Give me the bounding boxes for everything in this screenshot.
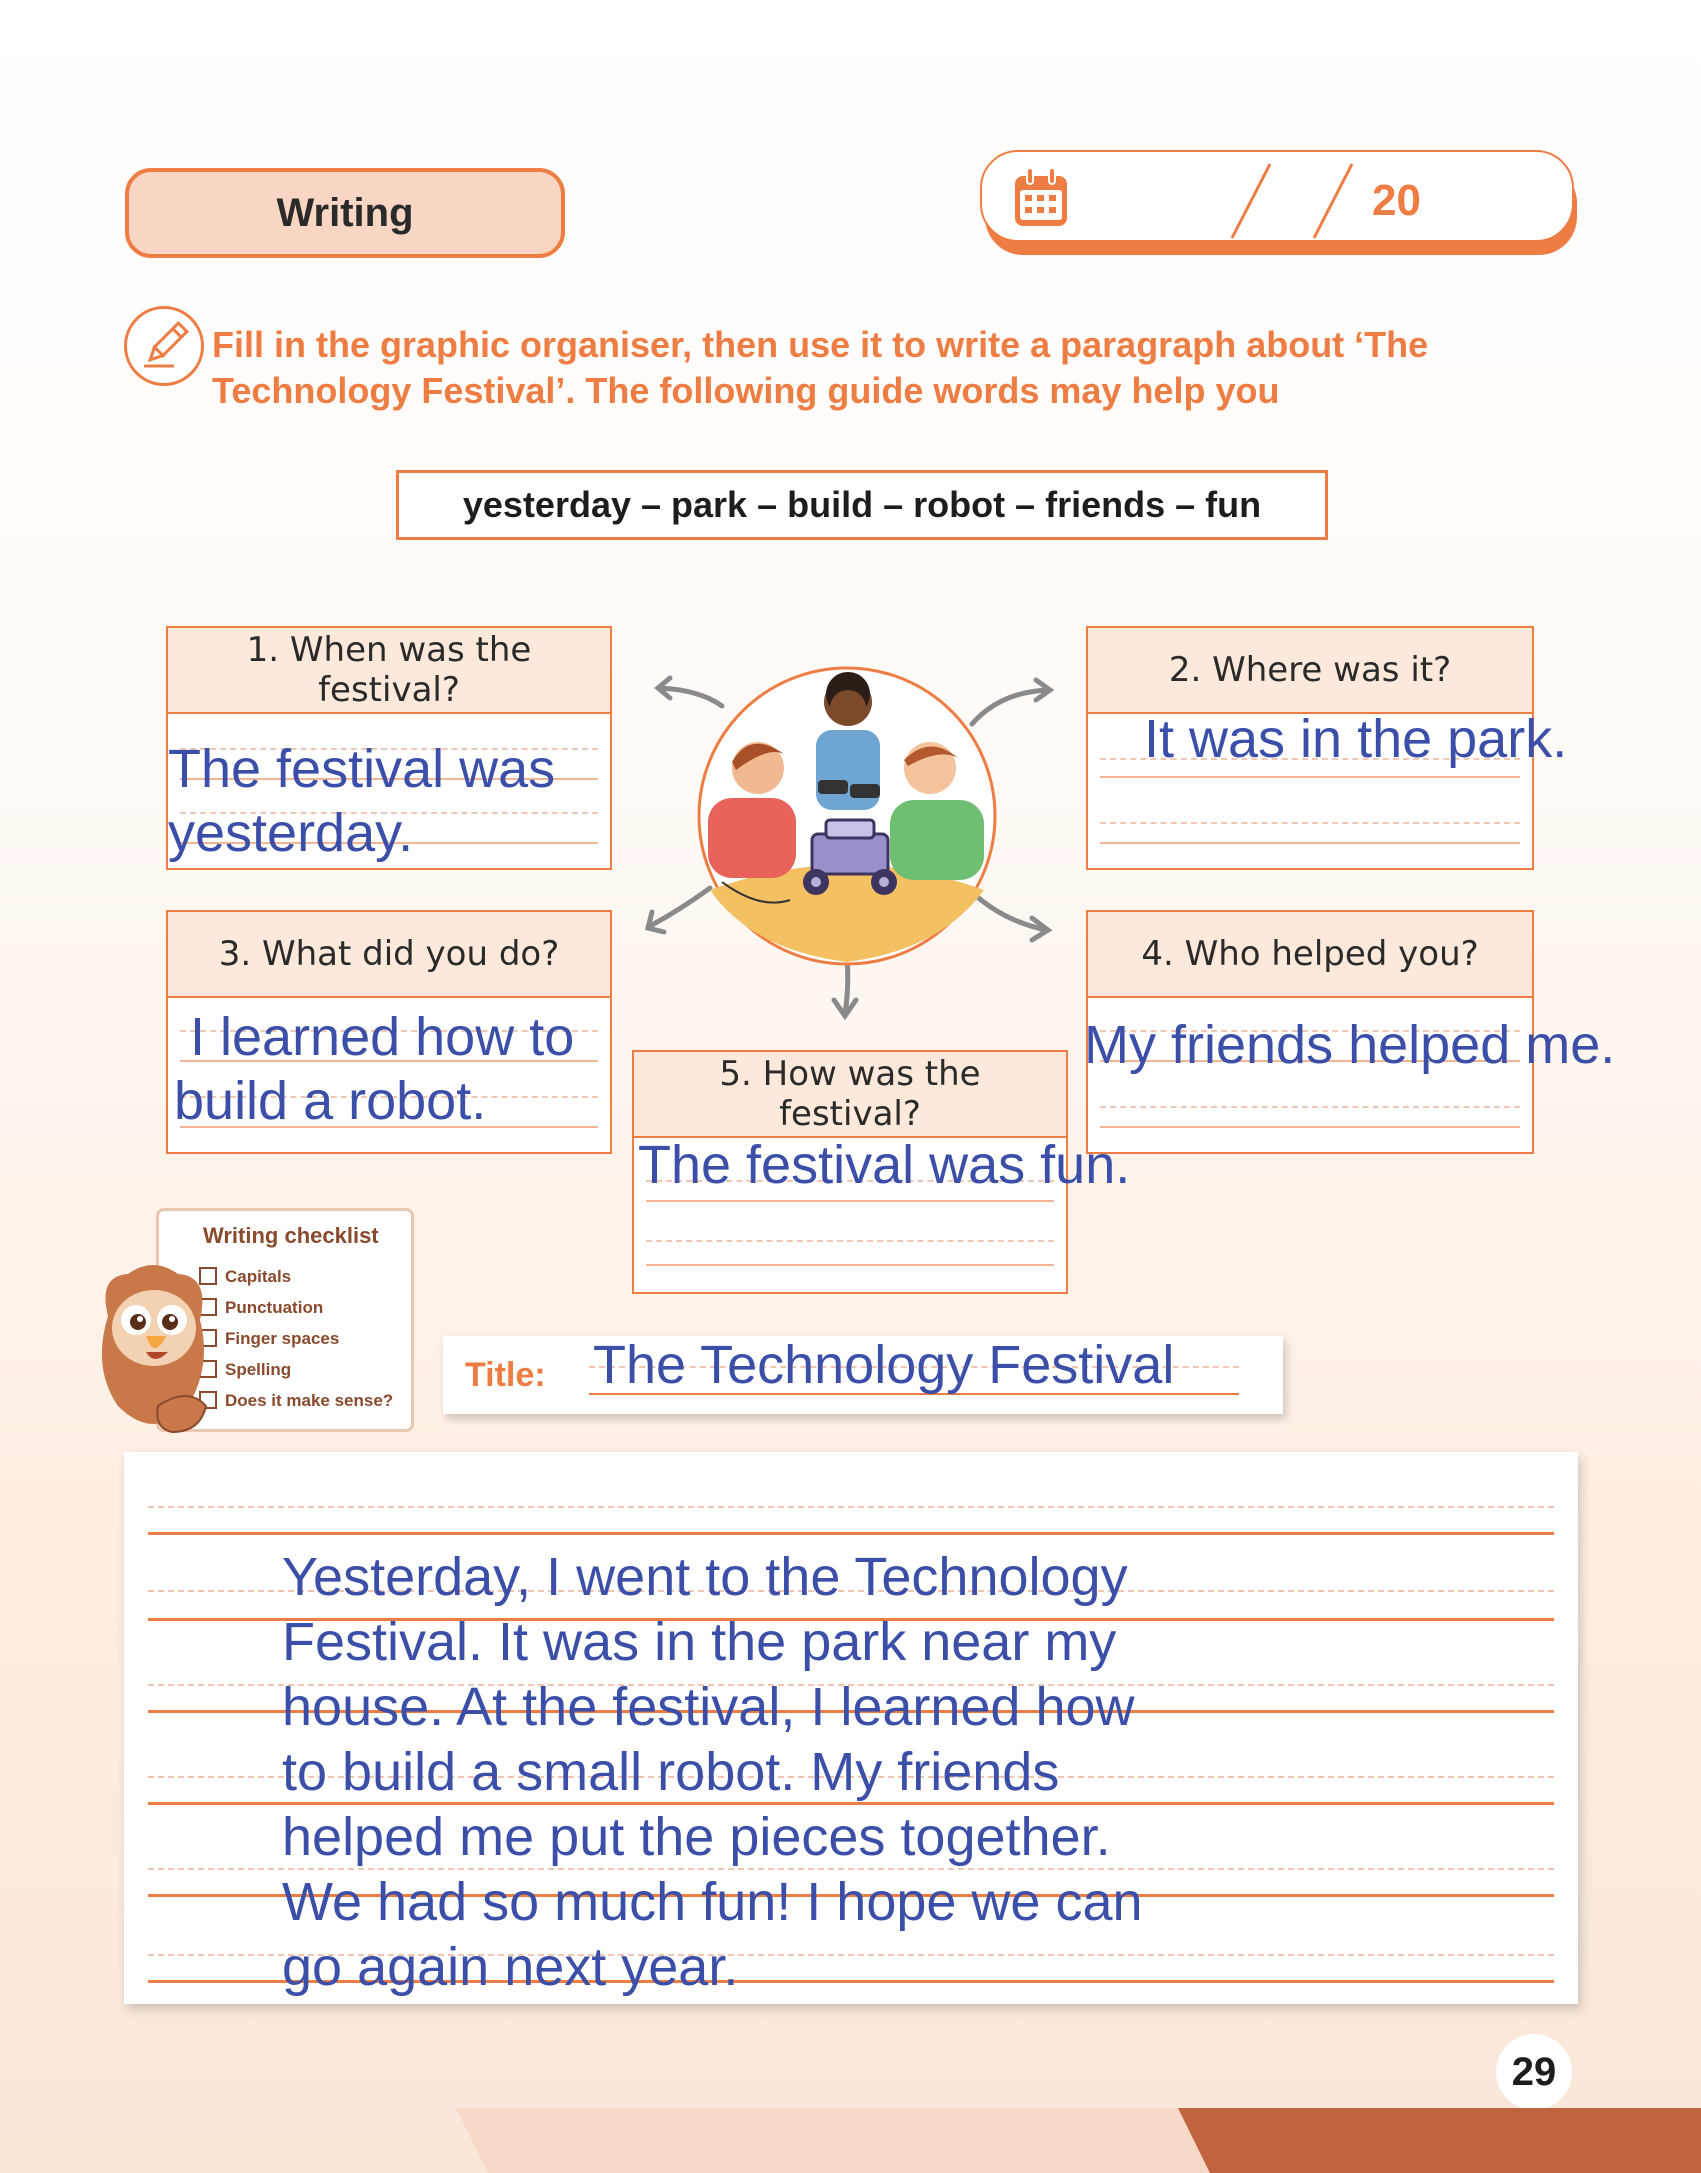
title-answer[interactable]: The Technology Festival — [593, 1335, 1175, 1395]
answer-where[interactable]: It was in the park. — [1144, 709, 1568, 769]
answer-when-line1[interactable]: The festival was — [168, 739, 556, 799]
organiser-box-where — [1086, 626, 1568, 870]
page-number: 29 — [1496, 2034, 1572, 2110]
date-slashes — [1190, 160, 1370, 240]
organiser-box-who — [1084, 910, 1616, 1154]
answer-what-line1[interactable]: I learned how to — [190, 1007, 575, 1067]
paragraph-line[interactable]: go again next year. — [282, 1937, 739, 1997]
section-label: Writing — [125, 168, 565, 258]
checklist-item: Finger spaces — [225, 1329, 340, 1348]
organiser-box-when — [166, 626, 612, 870]
question-when-line2: festival? — [318, 670, 460, 710]
question-when — [168, 628, 610, 714]
calendar-icon — [1012, 166, 1072, 232]
footer-band — [0, 2108, 1701, 2173]
paragraph-line[interactable]: Yesterday, I went to the Technology — [282, 1547, 1128, 1607]
guide-words-box: yesterday – park – build – robot – friends – fun — [396, 470, 1328, 540]
title-card — [443, 1336, 1283, 1414]
answer-how[interactable]: The festival was fun. — [638, 1135, 1131, 1195]
checklist-item: Spelling — [225, 1360, 292, 1379]
paragraph-line[interactable]: helped me put the pieces together. — [282, 1807, 1111, 1867]
owl-mascot-icon — [88, 1256, 218, 1446]
question-where: 2. Where was it? — [1088, 628, 1532, 714]
instruction-text: Fill in the graphic organiser, then use it to write a paragraph about ‘The Technology Festival’. The following guide words may help you — [212, 324, 1429, 411]
answer-when-line2[interactable]: yesterday. — [168, 803, 414, 863]
organiser-box-how — [632, 1050, 1131, 1294]
question-how-line1: 5. How was the — [719, 1054, 981, 1094]
answer-who[interactable]: My friends helped me. — [1084, 1015, 1616, 1075]
question-how — [634, 1052, 1066, 1138]
organiser-box-what — [166, 910, 612, 1154]
paragraph-line[interactable]: house. At the festival, I learned how — [282, 1677, 1135, 1737]
pencil-icon — [134, 314, 196, 376]
robot-kids-illustration — [640, 650, 1070, 1030]
question-how-line2: festival? — [779, 1094, 921, 1134]
question-who: 4. Who helped you? — [1088, 912, 1532, 998]
answer-what-line2[interactable]: build a robot. — [174, 1071, 487, 1131]
checklist-item: Punctuation — [225, 1298, 324, 1317]
checklist-item: Does it make sense? — [225, 1391, 394, 1410]
question-what: 3. What did you do? — [168, 912, 610, 998]
title-label: Title: — [465, 1356, 546, 1394]
paragraph-line[interactable]: Festival. It was in the park near my — [282, 1612, 1117, 1672]
paragraph-card — [124, 1452, 1578, 2004]
paragraph-line[interactable]: We had so much fun! I hope we can — [282, 1872, 1143, 1932]
date-total: 20 — [1372, 176, 1421, 225]
question-when-line1: 1. When was the — [246, 630, 532, 670]
checklist-title: Writing checklist — [203, 1223, 379, 1248]
checklist-item: Capitals — [225, 1267, 292, 1286]
paragraph-line[interactable]: to build a small robot. My friends — [282, 1742, 1060, 1802]
